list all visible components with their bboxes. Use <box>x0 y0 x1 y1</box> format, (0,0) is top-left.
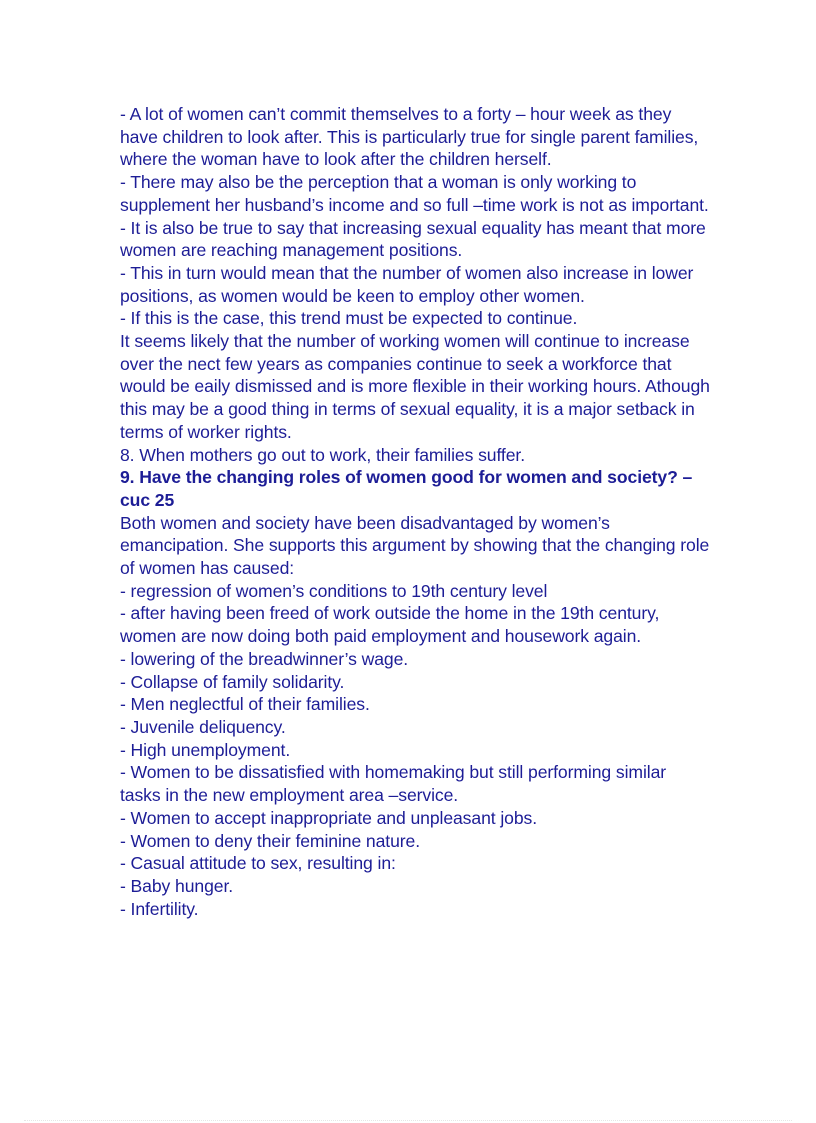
list-item: - Women to deny their feminine nature. <box>120 830 421 851</box>
list-item: - after having been freed of work outside the home in the 19th century, women are now doing both paid employment and housework again. <box>120 603 660 647</box>
section-heading: 9. Have the changing roles of women good for women and society? –cuc 25 <box>120 467 693 510</box>
paragraph: - There may also be the perception that a woman is only working to supplement her husband’s income and so full –time work is not as important. <box>120 172 709 215</box>
list-item: - Women to accept inappropriate and unpleasant jobs. <box>120 807 537 828</box>
list-item: - Infertility. <box>120 898 199 919</box>
list-item: - Women to be dissatisfied with homemaking but still performing similar tasks in the new employment area –service. <box>120 762 667 806</box>
document-body <box>120 103 710 920</box>
paragraph: - It is also be true to say that increasing sexual equality has meant that more women are reaching management positions. <box>120 217 706 261</box>
paragraph: - If this is the case, this trend must be expected to continue. <box>120 308 578 329</box>
paragraph: It seems likely that the number of working women will continue to increase over the nect few years as companies continue to seek a workforce that would be eaily dismissed and is more flexible in their working hours. Athough this may be a good thing in terms of sexual equality, it is a major setback in terms of worker rights. <box>120 331 710 442</box>
list-item: - Baby hunger. <box>120 875 234 896</box>
paragraph: 8. When mothers go out to work, their families suffer. <box>120 444 525 465</box>
paragraph: - This in turn would mean that the number of women also increase in lower positions, as women would be keen to employ other women. <box>120 262 694 306</box>
list-item: - regression of women’s conditions to 19th century level <box>120 580 548 601</box>
list-item: - Juvenile deliquency. <box>120 716 286 737</box>
paragraph: Both women and society have been disadvantaged by women’s emancipation. She supports this argument by showing that the changing role of women has caused: <box>120 512 710 579</box>
list-item: - Collapse of family solidarity. <box>120 671 345 692</box>
list-item: - Casual attitude to sex, resulting in: <box>120 853 396 874</box>
page-bottom-divider <box>24 1120 792 1121</box>
list-item: - lowering of the breadwinner’s wage. <box>120 648 409 669</box>
list-item: - Men neglectful of their families. <box>120 694 370 715</box>
list-item: - High unemployment. <box>120 739 291 760</box>
paragraph: - A lot of women can’t commit themselves to a forty – hour week as they have children to look after. This is particularly true for single parent families, where the woman have to look after the children herself. <box>120 104 699 170</box>
